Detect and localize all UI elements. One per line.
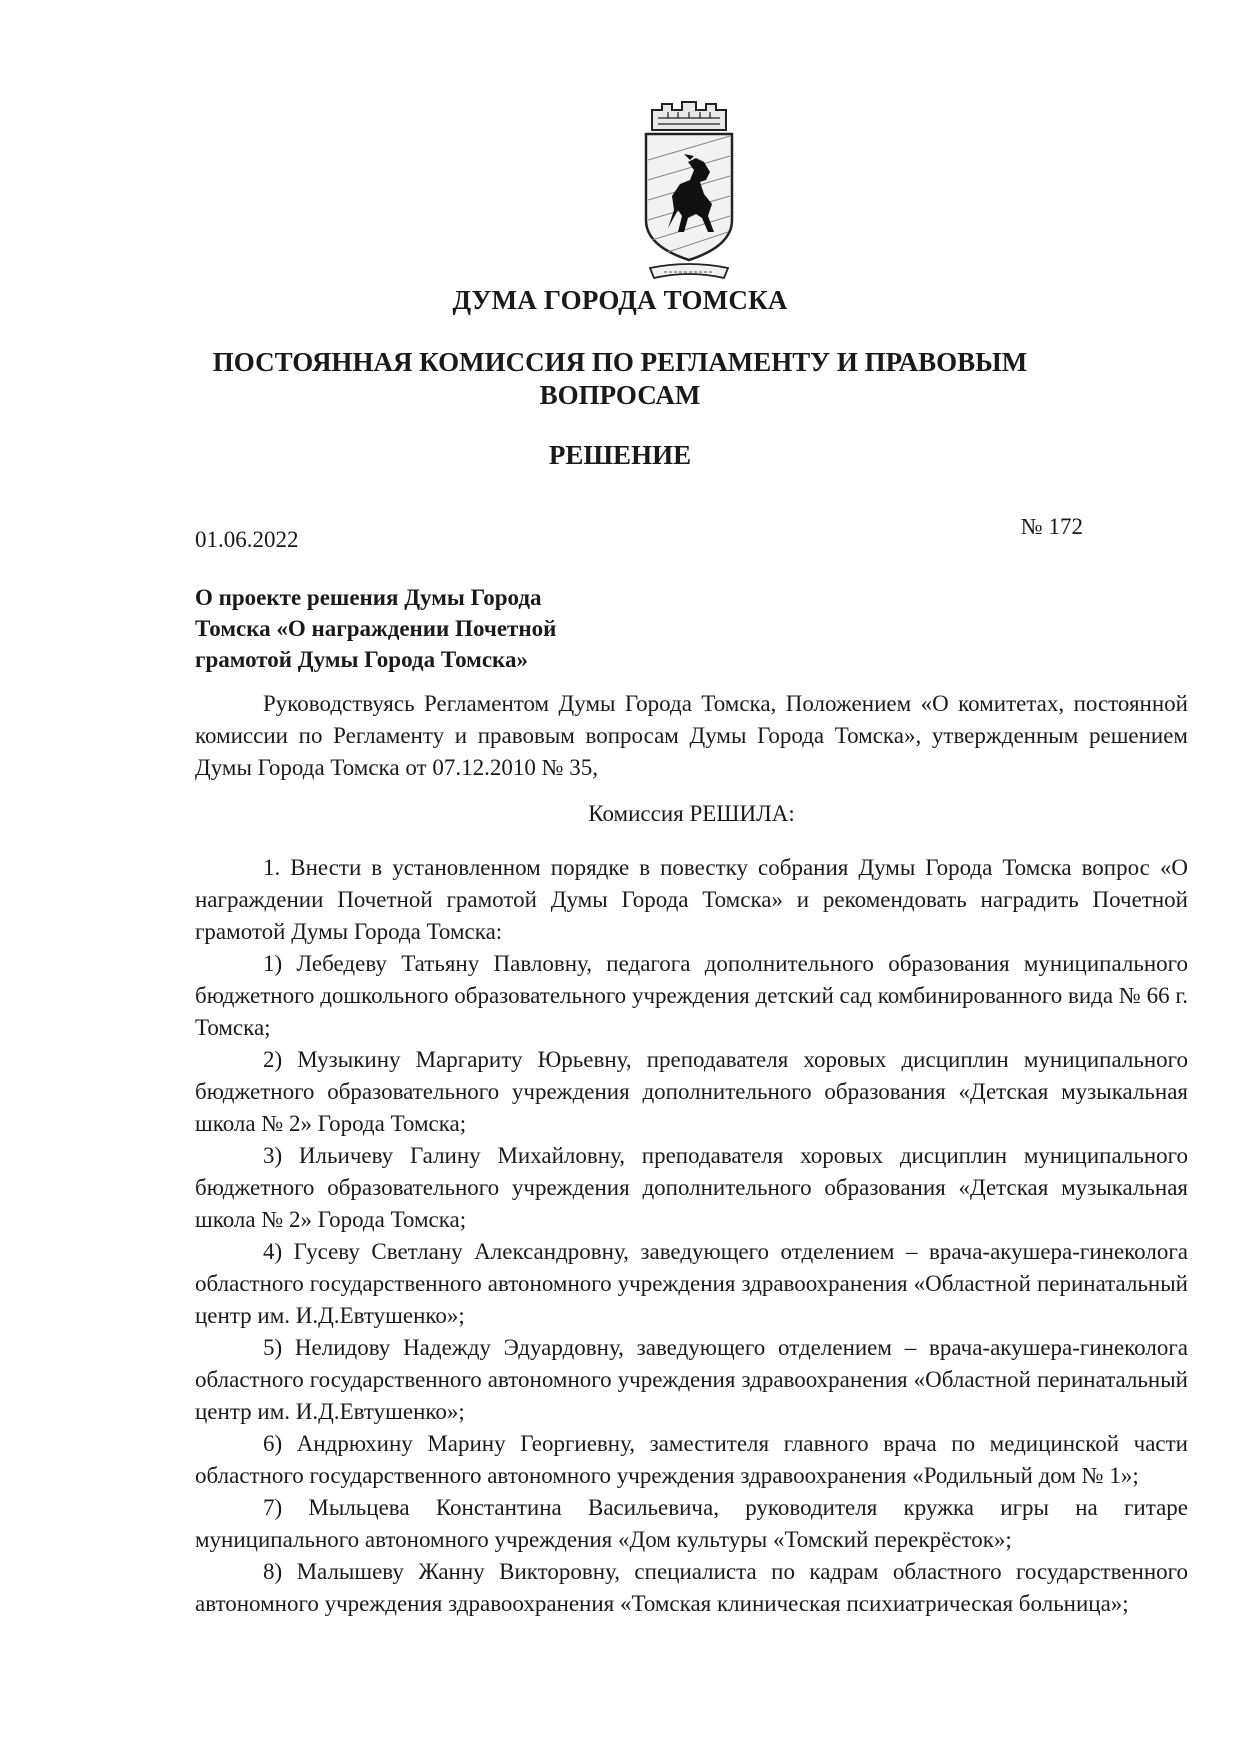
point-1-paragraph: 1. Внести в установленном порядке в повестку собрания Думы Города Томска вопрос «О награждении Почетной грамотой Думы Города Томска» и рекомендовать наградить Почетной грамотой Думы Города Томска: [195,855,1188,944]
document-type-title: РЕШЕНИЕ [548,440,692,470]
decision-subject [195,582,615,675]
organization-title: ДУМА ГОРОДА ТОМСКА [452,285,788,315]
award-list-item: 5) Нелидову Надежду Эдуардовну, заведующего отделением – врача-акушера-гинеколога областного государственного автономного учреждения здравоохранения «Областной перинатальный центр им. И.Д.Евтушенко»; [195,1335,1188,1424]
subject-line: О проекте решения Думы Города [195,585,542,610]
award-list-item: 6) Андрюхину Марину Георгиевну, заместителя главного врача по медицинской части областного государственного автономного учреждения здравоохранения «Родильный дом № 1»; [195,1431,1188,1488]
subject-line: грамотой Думы Города Томска» [195,647,528,672]
subject-line: Томска «О награждении Почетной [195,616,557,641]
preamble-paragraph: Руководствуясь Регламентом Думы Города Томска, Положением «О комитетах, постоянной комиссии по Регламенту и правовым вопросам Думы Города Томска», утвержденным решением Думы Города Томска от 07.12.2010 № 35, [195,691,1188,780]
award-list-item: 7) Мыльцева Константина Васильевича, руководителя кружка игры на гитаре муниципального автономного учреждения «Дом культуры «Томский перекрёсток»; [195,1495,1188,1552]
award-list-item: 1) Лебедеву Татьяну Павловну, педагога дополнительного образования муниципального бюджетного дошкольного образовательного учреждения детский сад комбинированного вида № 66 г. Томска; [195,951,1188,1040]
commission-title: ПОСТОЯННАЯ КОМИССИЯ ПО РЕГЛАМЕНТУ И ПРАВОВЫМ ВОПРОСАМ [212,347,1028,410]
document-body [195,688,1188,1620]
tomsk-coat-of-arms-icon [638,100,740,282]
award-list-item: 3) Ильичеву Галину Михайловну, преподавателя хоровых дисциплин муниципального бюджетного образовательного учреждения дополнительного образования «Детская музыкальная школа № 2» Города Томска; [195,1143,1188,1232]
decided-heading: Комиссия РЕШИЛА: [588,801,795,826]
decision-date: 01.06.2022 [195,527,299,552]
award-list-item: 2) Музыкину Маргариту Юрьевну, преподавателя хоровых дисциплин муниципального бюджетного образовательного учреждения дополнительного образования «Детская музыкальная школа № 2» Города Томска; [195,1047,1188,1136]
award-list-item: 8) Малышеву Жанну Викторовну, специалиста по кадрам областного государственного автономного учреждения здравоохранения «Томская клиническая психиатрическая больница»; [195,1559,1188,1616]
decision-number: № 172 [1020,514,1083,539]
award-list-item: 4) Гусеву Светлану Александровну, заведующего отделением – врача-акушера-гинеколога областного государственного автономного учреждения здравоохранения «Областной перинатальный центр им. И.Д.Евтушенко»; [195,1239,1188,1328]
